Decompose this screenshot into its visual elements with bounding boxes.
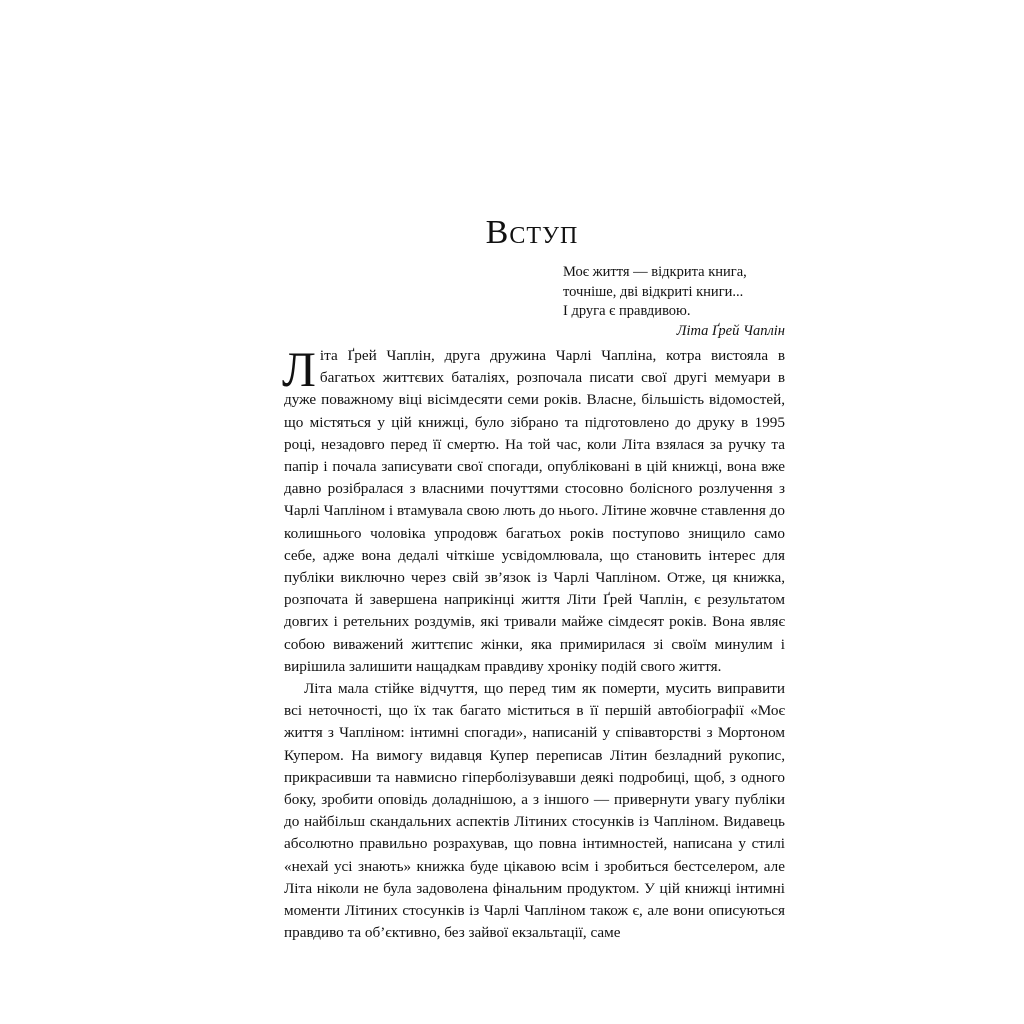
- chapter-title: Вступ: [485, 214, 579, 251]
- drop-cap: Л: [282, 341, 316, 397]
- epigraph: [563, 263, 785, 341]
- epigraph-line: І друга є правдивою.: [563, 303, 691, 319]
- paragraph-1: [282, 341, 785, 678]
- paragraph-2: Літа мала стійке відчуття, що перед тим як померти, мусить виправити всі неточності, що їх так багато міститься в її першій автобіографії «Моє життя з Чапліном: інтимні спогади», написаній у співавторстві з Мортоном Купером. На вимогу видавця Купер переписав Літин безладний рукопис, прикрасивши та навмисно гіперболізувавши деякі подробиці, щоб, з одного боку, зробити оповідь доладнішою, а з іншого — привернути увагу публіки до найбільш скандальних аспектів Літиних стосунків із Чапліном. Видавець абсолютно правильно розрахував, що повна інтимностей, написана у стилі «нехай усі знають» книжка буде цікавою всім і зробиться бестселером, але Літа ніколи не була задоволена фінальним продуктом. У цій книжці інтимні моменти Літиних стосунків із Чарлі Чапліном також є, але вони описуються правдиво та об’єктивно, без зайвої екзальтації, саме: [284, 680, 785, 942]
- paragraph-1-text: іта Ґрей Чаплін, друга дружина Чарлі Чапліна, котра вистояла в багатьох життєвих баталіях, розпочала писати свої другі мемуари в дуже поважному віці вісімдесяти семи років. Власне, більшість відомостей, що містяться у цій книжці, було зібрано та підготовлено до друку в 1995 році, незадовго перед її смертю. На той час, коли Літа взялася за ручку та папір і почала записувати свої спогади, опубліковані в цій книжці, вона вже давно розібралася з власними почуттями стосовно болісного розлучення з Чарлі Чапліном і втамувала свою лють до нього. Літине жовчне ставлення до колишнього чоловіка упродовж багатьох років поступово знищило само себе, адже вона дедалі чіткіше усвідомлювала, що становить інтерес для публіки виключно через свій зв’язок із Чарлі Чапліном. Отже, ця книжка, розпочата й завершена наприкінці життя Літи Ґрей Чаплін, є результатом довгих і ретельних роздумів, які тривали майже сімдесят років. Вона являє собою виважений життєпис жінки, яка примирилася зі своїм минулим і вирішила залишити нащадкам правдиву хроніку подій свого життя.: [284, 347, 785, 675]
- body-text: [282, 341, 785, 944]
- epigraph-line: Моє життя — відкрита книга,: [563, 264, 747, 280]
- epigraph-attribution: Літа Ґрей Чаплін: [676, 322, 785, 339]
- epigraph-line: точніше, дві відкриті книги...: [563, 283, 744, 300]
